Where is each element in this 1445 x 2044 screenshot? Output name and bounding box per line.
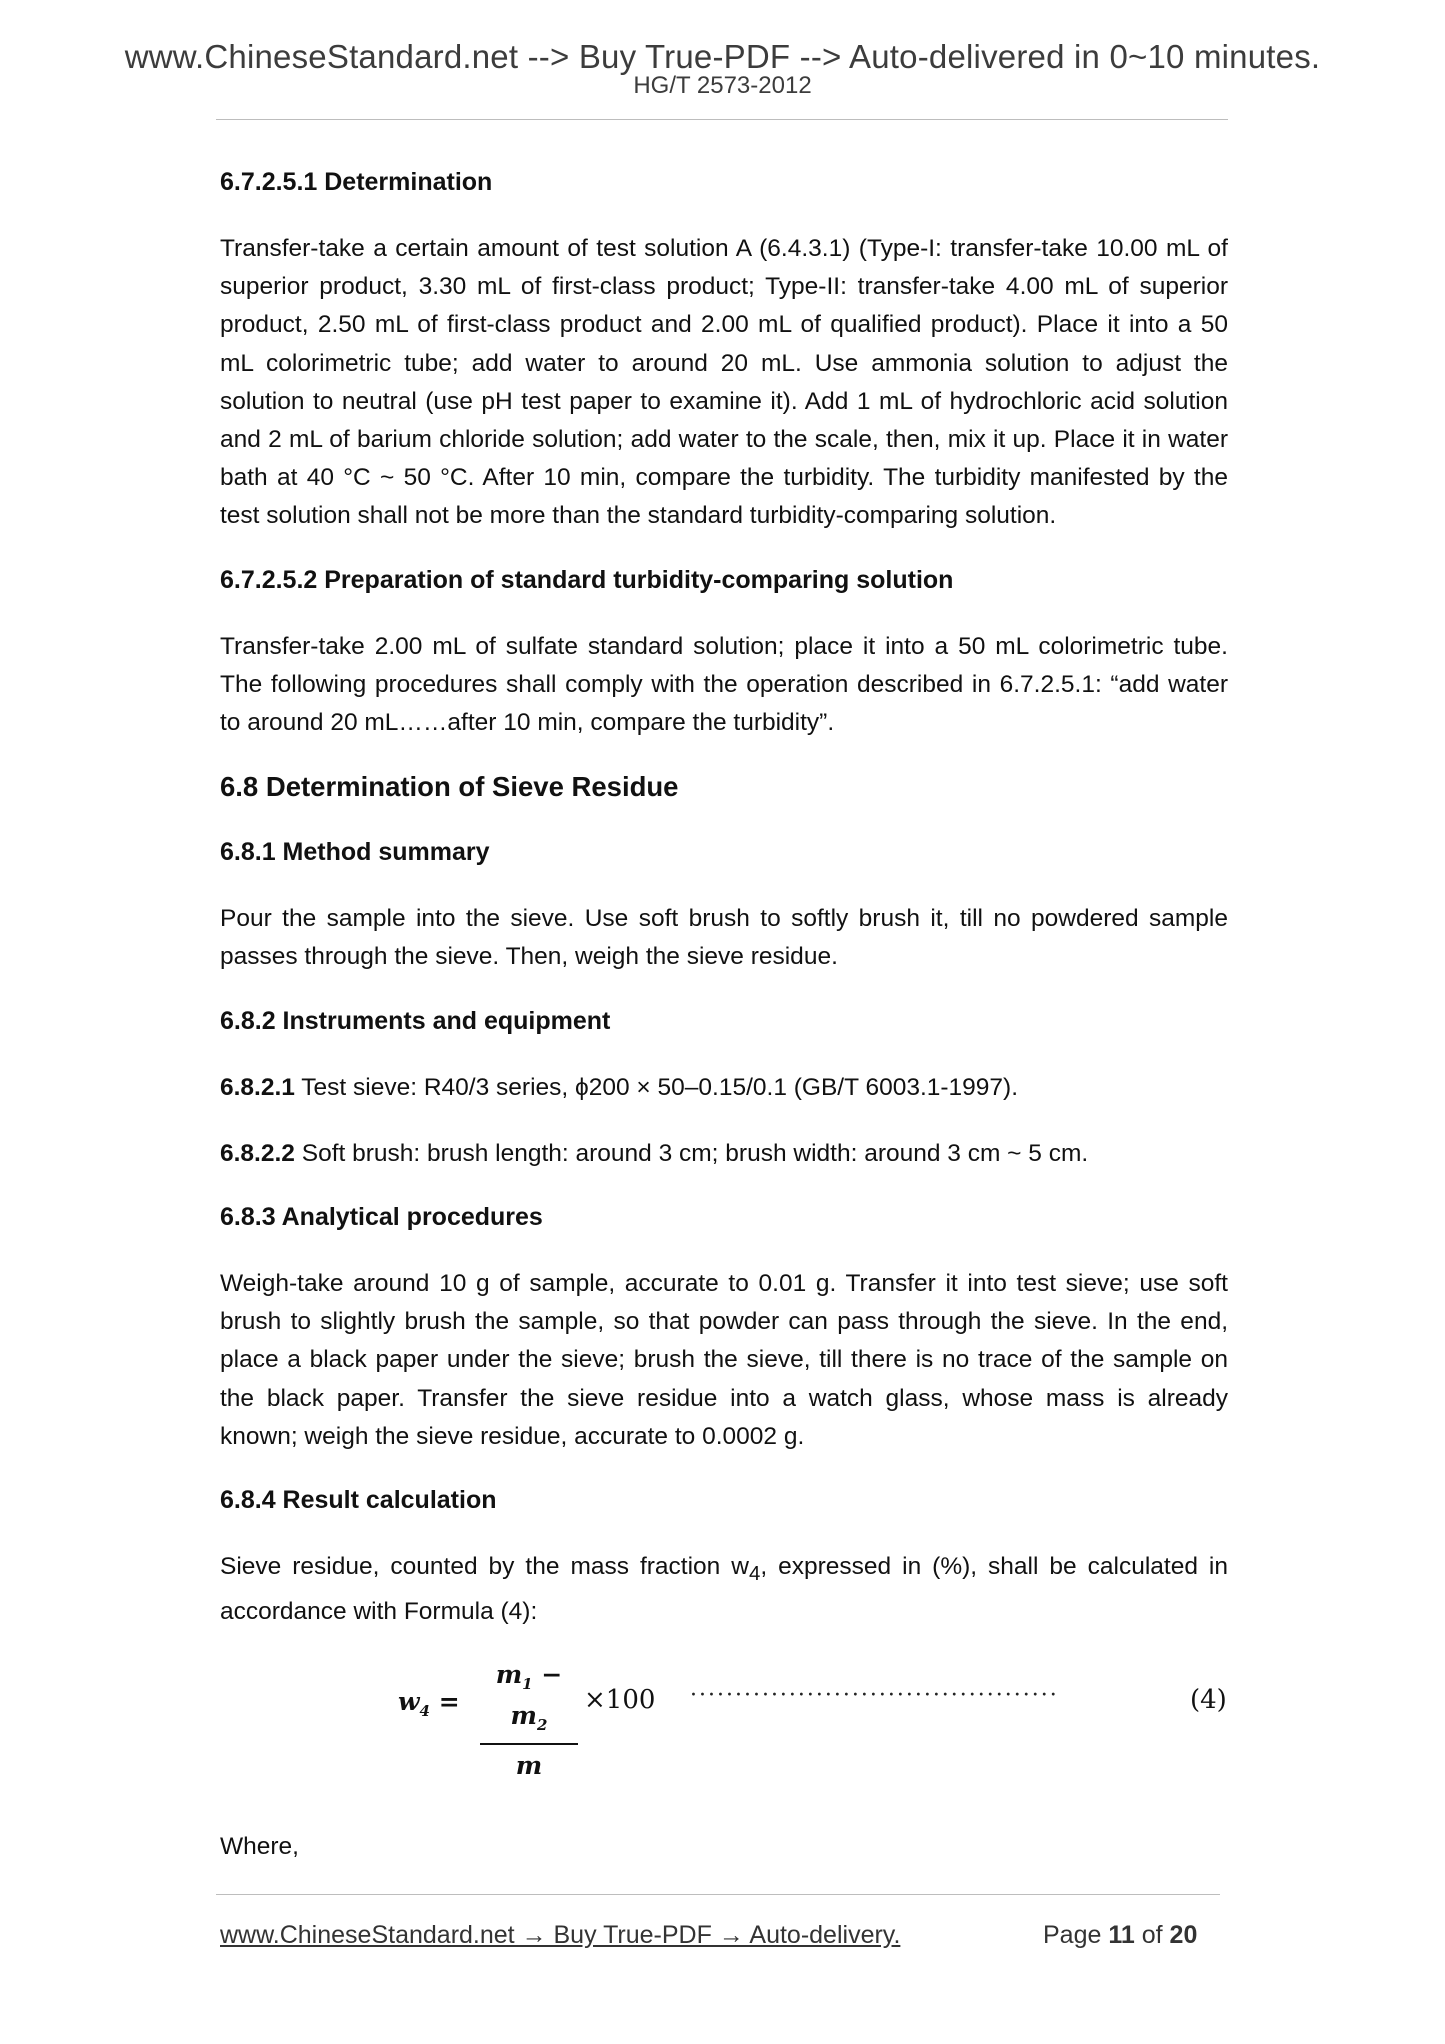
formula-leader-dots: ·········································	[690, 1683, 1059, 1709]
heading-6-8-1: 6.8.1 Method summary	[220, 838, 490, 867]
heading-6-7-2-5-2: 6.7.2.5.2 Preparation of standard turbidity-comparing solution	[220, 565, 954, 594]
header-divider	[216, 119, 1228, 120]
footer-divider	[216, 1894, 1220, 1895]
item-text: Test sieve: R40/3 series, ϕ200 × 50–0.15/0.1 (GB/T 6003.1-1997).	[294, 1073, 1019, 1101]
formula-number: (4)	[1190, 1685, 1227, 1716]
heading-6-8-2: 6.8.2 Instruments and equipment	[220, 1006, 611, 1035]
item-6-8-2-1	[220, 1069, 1228, 1107]
heading-6-8-4: 6.8.4 Result calculation	[220, 1486, 497, 1515]
site-banner: www.ChineseStandard.net --> Buy True-PDF --> Auto-delivered in 0~10 minutes.	[124, 38, 1321, 75]
paragraph-analytical-procedures: Weigh-take around 10 g of sample, accurate to 0.01 g. Transfer it into test sieve; use soft brush to slightly brush the sample, so that powder can pass through the sieve. In the end, place a black paper under the sieve; brush the sieve, till there is no trace of the sample on the black paper. Transfer the sieve residue into a watch glass, whose mass is already known; weigh the sieve residue, accurate to 0.0002 g.	[220, 1270, 1228, 1450]
item-text: Soft brush: brush length: around 3 cm; brush width: around 3 cm ~ 5 cm.	[294, 1139, 1089, 1167]
footer-link[interactable]: www.ChineseStandard.net → Buy True-PDF → Auto-delivery.	[220, 1921, 901, 1949]
heading-6-8-3: 6.8.3 Analytical procedures	[220, 1203, 543, 1232]
item-label: 6.8.2.2	[220, 1139, 295, 1167]
heading-6-8: 6.8 Determination of Sieve Residue	[220, 771, 679, 803]
page-indicator: Page 11 of 20	[1043, 1921, 1198, 1949]
standard-code: HG/T 2573-2012	[633, 72, 812, 99]
paragraph-result-calculation: Sieve residue, counted by the mass fraction $w_4$, expressed in (%), shall be calculated in accordance with Formula (4):	[220, 1553, 1228, 1626]
formula-denominator: m	[515, 1751, 543, 1781]
paragraph-standard-solution: Transfer-take 2.00 mL of sulfate standard solution; place it into a 50 mL colorimetric tube. The following procedures shall comply with the operation described in 6.7.2.5.1: “add water to around 20 mL……after 10 min, compare the turbidity”.	[220, 632, 1228, 737]
paragraph-method-summary: Pour the sample into the sieve. Use soft brush to softly brush it, till no powdered sample passes through the sieve. Then, weigh the sieve residue.	[220, 905, 1228, 971]
where-label: Where,	[220, 1833, 299, 1860]
formula-4	[220, 1659, 1228, 1781]
paragraph-determination: Transfer-take a certain amount of test solution A (6.4.3.1) (Type-I: transfer-take 10.00 mL of superior product, 3.30 mL of first-class product; Type-II: transfer-take 4.00 mL of superior product, 2.50 mL of first-class product and 2.00 mL of qualified product). Place it into a 50 mL colorimetric tube; add water to around 20 mL. Use ammonia solution to adjust the solution to neutral (use pH test paper to examine it). Add 1 mL of hydrochloric acid solution and 2 mL of barium chloride solution; add water to the scale, then, mix it up. Place it in water bath at 40 °C ~ 50 °C. After 10 min, compare the turbidity. The turbidity manifested by the test solution shall not be more than the standard turbidity-comparing solution.	[220, 235, 1228, 530]
formula-fraction	[480, 1659, 578, 1781]
fraction-bar	[480, 1743, 578, 1745]
heading-6-7-2-5-1: 6.7.2.5.1 Determination	[220, 168, 493, 196]
formula-multiplier: ×100	[584, 1685, 656, 1716]
item-6-8-2-2	[220, 1135, 1228, 1173]
formula-lhs: $w_4$ =	[398, 1687, 460, 1721]
formula-numerator: $m_1 - m_2$	[495, 1660, 563, 1735]
document-body	[220, 166, 1228, 1781]
item-label: 6.8.2.1	[220, 1073, 295, 1101]
